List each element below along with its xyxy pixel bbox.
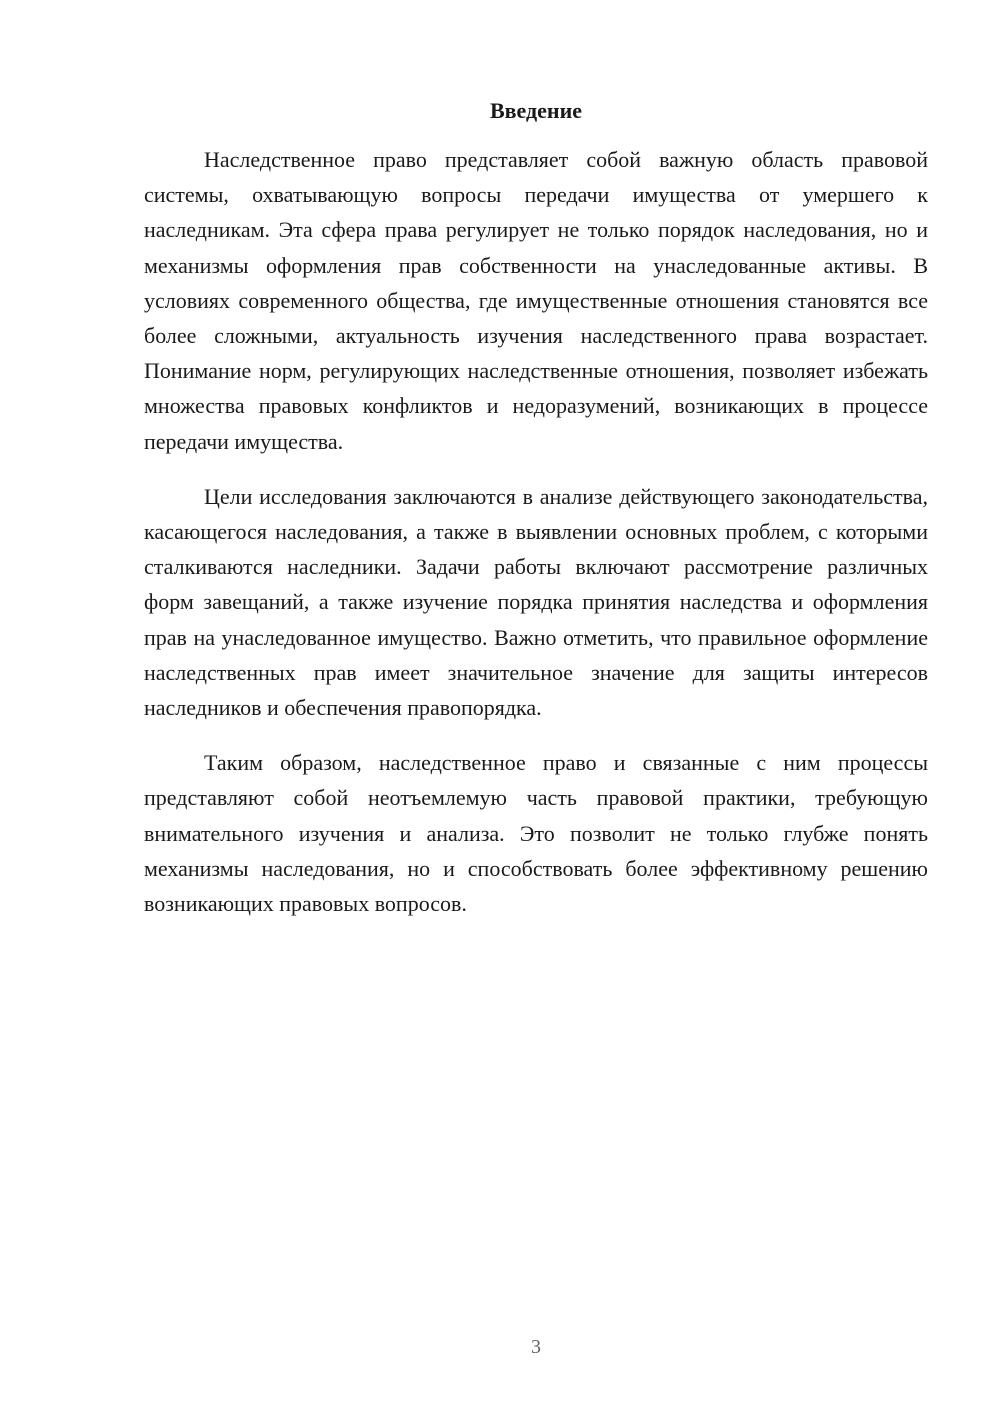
paragraph-1: Наследственное право представляет собой важную область правовой системы, охватывающую вопросы передачи имущества от умершего к наследникам. Эта сфера права регулирует не только порядок наследования, но и механизмы оформления прав собственности на унаследованные активы. В условиях современного общества, где имущественные отношения становятся все более сложными, актуальность изучения наследственного права возрастает. Понимание норм, регулирующих наследственные отношения, позволяет избежать множества правовых конфликтов и недоразумений, возникающих в процессе передачи имущества.	[144, 147, 928, 454]
paragraph-3: Таким образом, наследственное право и связанные с ним процессы представляют собой неотъемлемую часть правовой практики, требующую внимательного изучения и анализа. Это позволит не только глубже понять механизмы наследования, но и способствовать более эффективному решению возникающих правовых вопросов.	[144, 750, 928, 917]
paragraph-2: Цели исследования заключаются в анализе действующего законодательства, касающегося наследования, а также в выявлении основных проблем, с которыми сталкиваются наследники. Задачи работы включают рассмотрение различных форм завещаний, а также изучение порядка принятия наследства и оформления прав на унаследованное имущество. Важно отметить, что правильное оформление наследственных прав имеет значительное значение для защиты интересов наследников и обеспечения правопорядка.	[144, 483, 928, 721]
body-text	[144, 142, 928, 941]
section-heading: Введение	[489, 98, 583, 123]
page-number: 3	[531, 1336, 541, 1358]
